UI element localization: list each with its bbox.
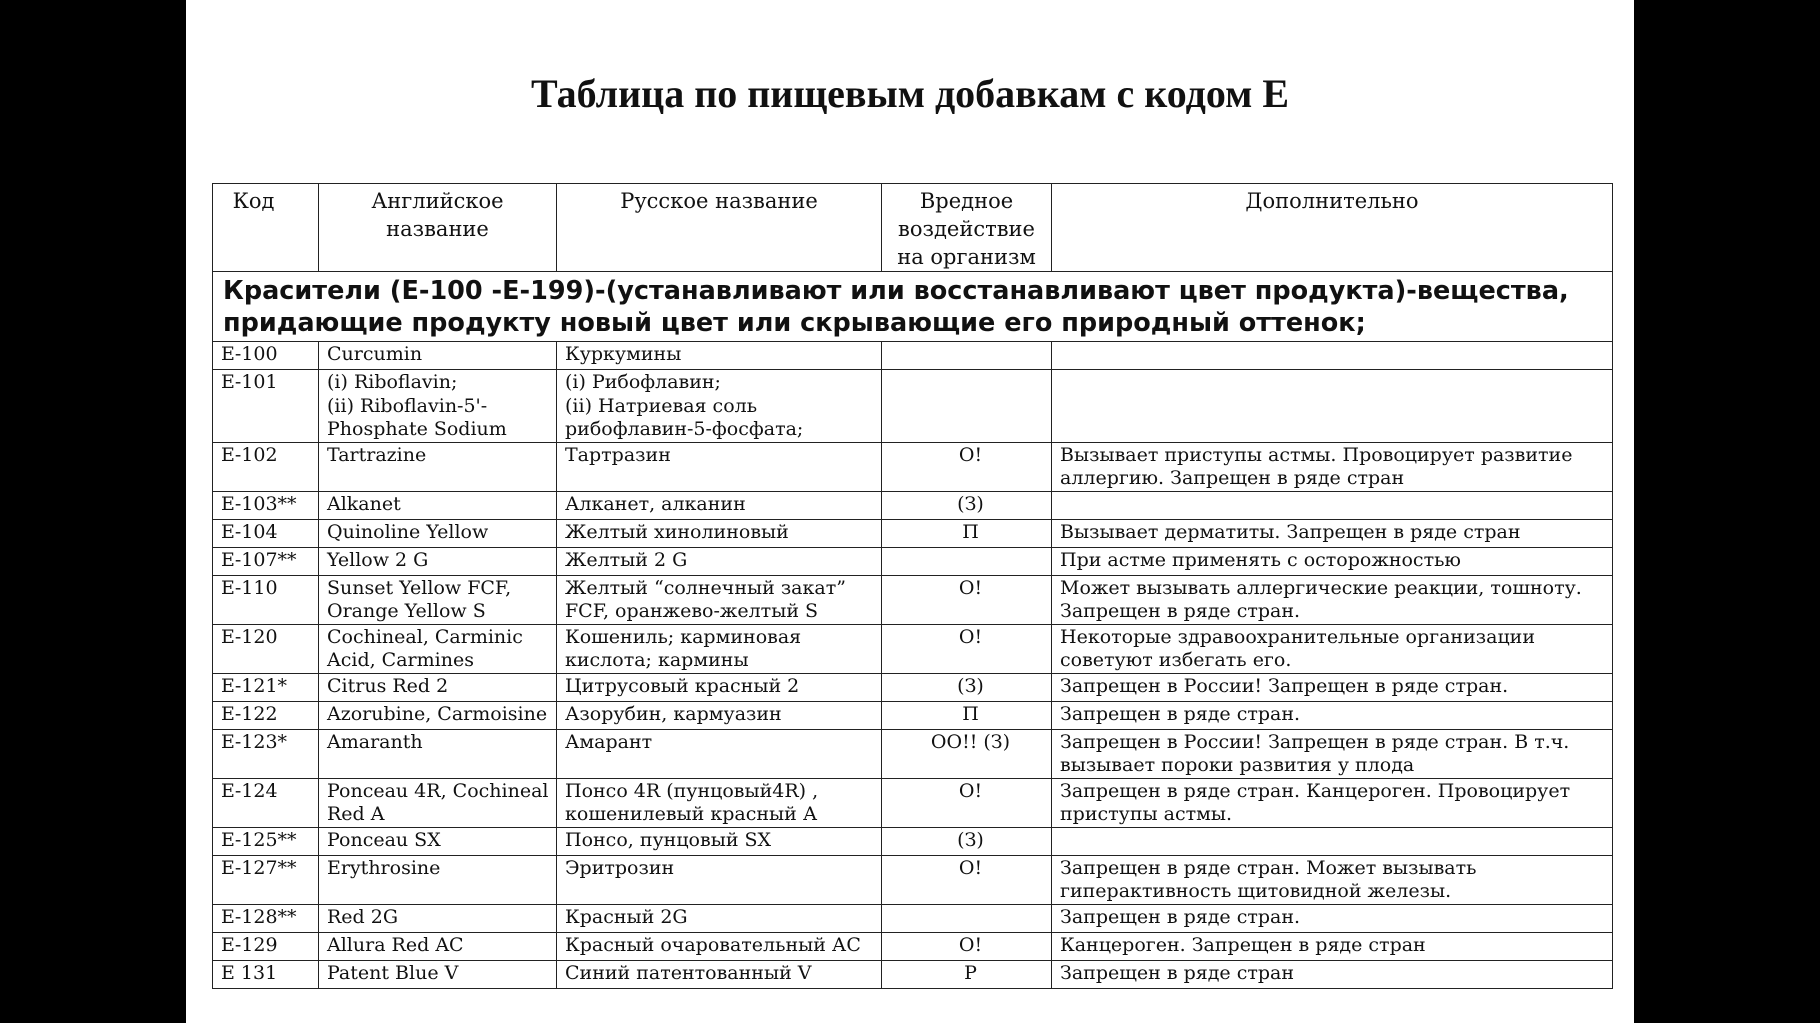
russian-name: Синий патентованный V — [557, 960, 882, 988]
harmful-effect: О! — [882, 624, 1052, 673]
additional-note — [1052, 370, 1613, 443]
english-name: Red 2G — [319, 904, 557, 932]
russian-name: Кошениль; карминовая кислота; кармины — [557, 624, 882, 673]
additive-code: Е-124 — [213, 778, 319, 827]
harmful-effect — [882, 547, 1052, 575]
english-name: Yellow 2 G — [319, 547, 557, 575]
additive-code: Е-101 — [213, 370, 319, 443]
additives-table — [212, 183, 1613, 989]
harmful-effect — [882, 342, 1052, 370]
table-row — [213, 547, 1613, 575]
harmful-effect: О! — [882, 778, 1052, 827]
harmful-effect — [882, 370, 1052, 443]
russian-name: Понсо 4R (пунцовый4R) , кошенилевый красный А — [557, 778, 882, 827]
additive-code: Е-104 — [213, 519, 319, 547]
english-name: Curcumin — [319, 342, 557, 370]
table-row — [213, 370, 1613, 443]
english-name: Ponceau SX — [319, 827, 557, 855]
harmful-effect: (З) — [882, 827, 1052, 855]
table-row — [213, 855, 1613, 904]
additional-note: Некоторые здравоохранительные организации советуют избегать его. — [1052, 624, 1613, 673]
english-name: Ponceau 4R, Cochineal Red A — [319, 778, 557, 827]
document-page — [186, 0, 1634, 1023]
harmful-effect: (З) — [882, 491, 1052, 519]
header-harmful-effect: Вредное воздействие на организм — [882, 184, 1052, 272]
additional-note: Запрещен в ряде стран. — [1052, 904, 1613, 932]
table-row — [213, 701, 1613, 729]
english-name: Sunset Yellow FCF, Orange Yellow S — [319, 575, 557, 624]
harmful-effect: О! — [882, 442, 1052, 491]
additive-code: Е 131 — [213, 960, 319, 988]
russian-name: Тартразин — [557, 442, 882, 491]
additional-note: Может вызывать аллергические реакции, тошноту. Запрещен в ряде стран. — [1052, 575, 1613, 624]
english-name: Quinoline Yellow — [319, 519, 557, 547]
additive-code: Е-120 — [213, 624, 319, 673]
table-row — [213, 904, 1613, 932]
additional-note: Запрещен в России! Запрещен в ряде стран. — [1052, 673, 1613, 701]
english-name: Citrus Red 2 — [319, 673, 557, 701]
english-name: Alkanet — [319, 491, 557, 519]
english-name: Amaranth — [319, 729, 557, 778]
table-header-row — [213, 184, 1613, 272]
russian-name: Цитрусовый красный 2 — [557, 673, 882, 701]
harmful-effect: Р — [882, 960, 1052, 988]
additive-code: Е-127** — [213, 855, 319, 904]
table-row — [213, 960, 1613, 988]
russian-name: (i) Рибофлавин; (ii) Натриевая соль рибофлавин-5-фосфата; — [557, 370, 882, 443]
russian-name: Алканет, алканин — [557, 491, 882, 519]
english-name: Azorubine, Carmoisine — [319, 701, 557, 729]
additional-note: Вызывает приступы астмы. Провоцирует развитие аллергию. Запрещен в ряде стран — [1052, 442, 1613, 491]
english-name: Cochineal, Carminic Acid, Carmines — [319, 624, 557, 673]
header-russian-name: Русское название — [557, 184, 882, 272]
additional-note: При астме применять с осторожностью — [1052, 547, 1613, 575]
harmful-effect: О! — [882, 932, 1052, 960]
additive-code: Е-110 — [213, 575, 319, 624]
russian-name: Азорубин, кармуазин — [557, 701, 882, 729]
table-row — [213, 342, 1613, 370]
english-name: Patent Blue V — [319, 960, 557, 988]
additional-note: Запрещен в ряде стран. — [1052, 701, 1613, 729]
additive-code: Е-122 — [213, 701, 319, 729]
russian-name: Желтый 2 G — [557, 547, 882, 575]
english-name: (i) Riboflavin; (ii) Riboflavin-5'-Phosphate Sodium — [319, 370, 557, 443]
additional-note — [1052, 827, 1613, 855]
table-row — [213, 624, 1613, 673]
russian-name: Красный очаровательный АС — [557, 932, 882, 960]
additional-note: Канцероген. Запрещен в ряде стран — [1052, 932, 1613, 960]
russian-name: Красный 2G — [557, 904, 882, 932]
additional-note: Запрещен в России! Запрещен в ряде стран. В т.ч. вызывает пороки развития у плода — [1052, 729, 1613, 778]
additive-code: Е-125** — [213, 827, 319, 855]
russian-name: Желтый “солнечный закат” FCF, оранжево-желтый S — [557, 575, 882, 624]
harmful-effect: О! — [882, 855, 1052, 904]
harmful-effect — [882, 904, 1052, 932]
harmful-effect: ОО!! (З) — [882, 729, 1052, 778]
additional-note: Запрещен в ряде стран. Может вызывать гиперактивность щитовидной железы. — [1052, 855, 1613, 904]
header-code: Код — [213, 184, 319, 272]
english-name: Tartrazine — [319, 442, 557, 491]
section-heading: Красители (Е-100 -Е-199)-(устанавливают или восстанавливают цвет продукта)-вещества, придающие продукту новый цвет или скрывающие его природный оттенок; — [213, 272, 1613, 342]
header-english-name: Английское название — [319, 184, 557, 272]
additive-code: Е-123* — [213, 729, 319, 778]
russian-name: Эритрозин — [557, 855, 882, 904]
additive-code: Е-103** — [213, 491, 319, 519]
page-title: Таблица по пищевым добавкам с кодом Е — [530, 71, 1289, 116]
additional-note: Вызывает дерматиты. Запрещен в ряде стран — [1052, 519, 1613, 547]
harmful-effect: П — [882, 519, 1052, 547]
russian-name: Амарант — [557, 729, 882, 778]
harmful-effect: П — [882, 701, 1052, 729]
table-row — [213, 442, 1613, 491]
table-row — [213, 491, 1613, 519]
table-row — [213, 673, 1613, 701]
additive-code: Е-107** — [213, 547, 319, 575]
table-row — [213, 729, 1613, 778]
table-row — [213, 932, 1613, 960]
table-row — [213, 519, 1613, 547]
additive-code: Е-102 — [213, 442, 319, 491]
russian-name: Куркумины — [557, 342, 882, 370]
section-row — [213, 272, 1613, 342]
table-row — [213, 575, 1613, 624]
additional-note — [1052, 491, 1613, 519]
table-row — [213, 778, 1613, 827]
additive-code: Е-121* — [213, 673, 319, 701]
english-name: Erythrosine — [319, 855, 557, 904]
russian-name: Желтый хинолиновый — [557, 519, 882, 547]
additive-code: Е-129 — [213, 932, 319, 960]
additional-note — [1052, 342, 1613, 370]
table-row — [213, 827, 1613, 855]
russian-name: Понсо, пунцовый SX — [557, 827, 882, 855]
english-name: Allura Red AC — [319, 932, 557, 960]
additive-code: Е-100 — [213, 342, 319, 370]
harmful-effect: (З) — [882, 673, 1052, 701]
additive-code: Е-128** — [213, 904, 319, 932]
additional-note: Запрещен в ряде стран. Канцероген. Провоцирует приступы астмы. — [1052, 778, 1613, 827]
additional-note: Запрещен в ряде стран — [1052, 960, 1613, 988]
header-additional: Дополнительно — [1052, 184, 1613, 272]
harmful-effect: О! — [882, 575, 1052, 624]
